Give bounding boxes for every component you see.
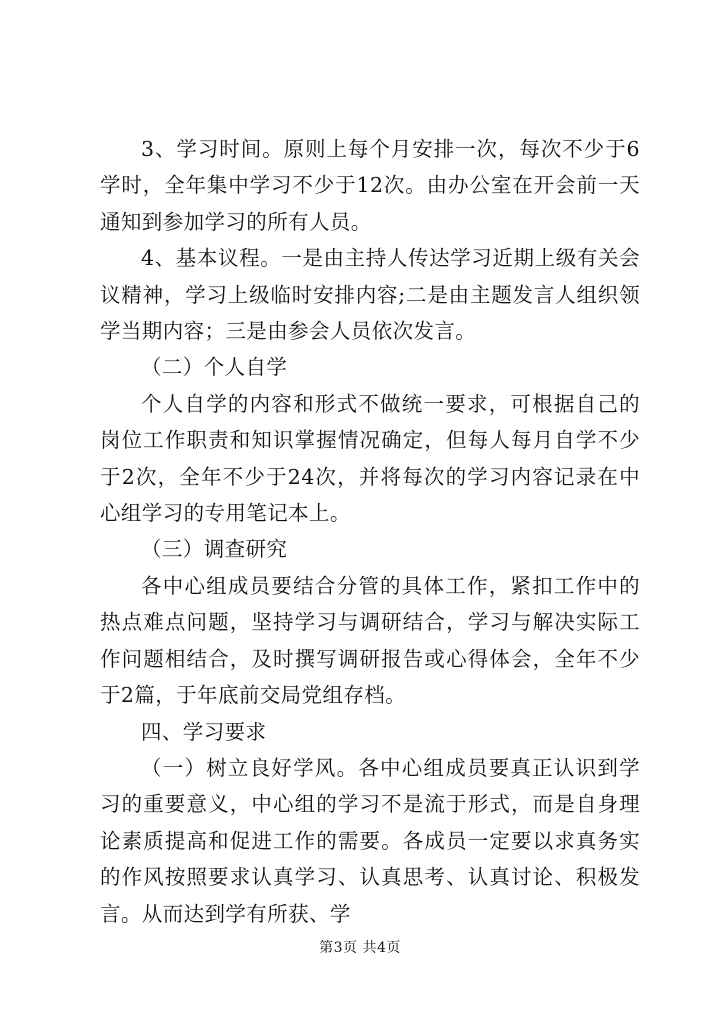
- paragraph-study-time: 3、学习时间。原则上每个月安排一次，每次不少于6学时，全年集中学习不少于12次。由办公室在开会前一天通知到参加学习的所有人员。: [100, 137, 640, 234]
- paragraph-study-style: （一）树立良好学风。各中心组成员要真正认识到学习的重要意义，中心组的学习不是流于形式，而是自身理论素质提高和促进工作的需要。各成员一定要以求真务实的作风按照要求认真学习、认真思考、认真讨论、积极发言。从而达到学有所获、学: [100, 755, 640, 926]
- page-footer: 第3页 共4页: [319, 940, 401, 956]
- document-body: [100, 131, 640, 932]
- paragraph-research: 各中心组成员要结合分管的具体工作，紧扣工作中的热点难点问题，坚持学习与调研结合，学习与解决实际工作问题相结合，及时撰写调研报告或心得体会，全年不少于2篇，于年底前交局党组存档。: [100, 573, 640, 708]
- paragraph-self-study: 个人自学的内容和形式不做统一要求，可根据自己的岗位工作职责和知识掌握情况确定，但每人每月自学不少于2次，全年不少于24次，并将每次的学习内容记录在中心组学习的专用笔记本上。: [100, 391, 640, 526]
- paragraph-basic-agenda: 4、基本议程。一是由主持人传达学习近期上级有关会议精神，学习上级临时安排内容;二是由主题发言人组织领学当期内容；三是由参会人员依次发言。: [100, 246, 640, 344]
- section-heading-self-study: （二）个人自学: [141, 355, 288, 380]
- section-heading-research: （三）调查研究: [141, 537, 288, 562]
- section-heading-requirements: 四、学习要求: [141, 719, 267, 744]
